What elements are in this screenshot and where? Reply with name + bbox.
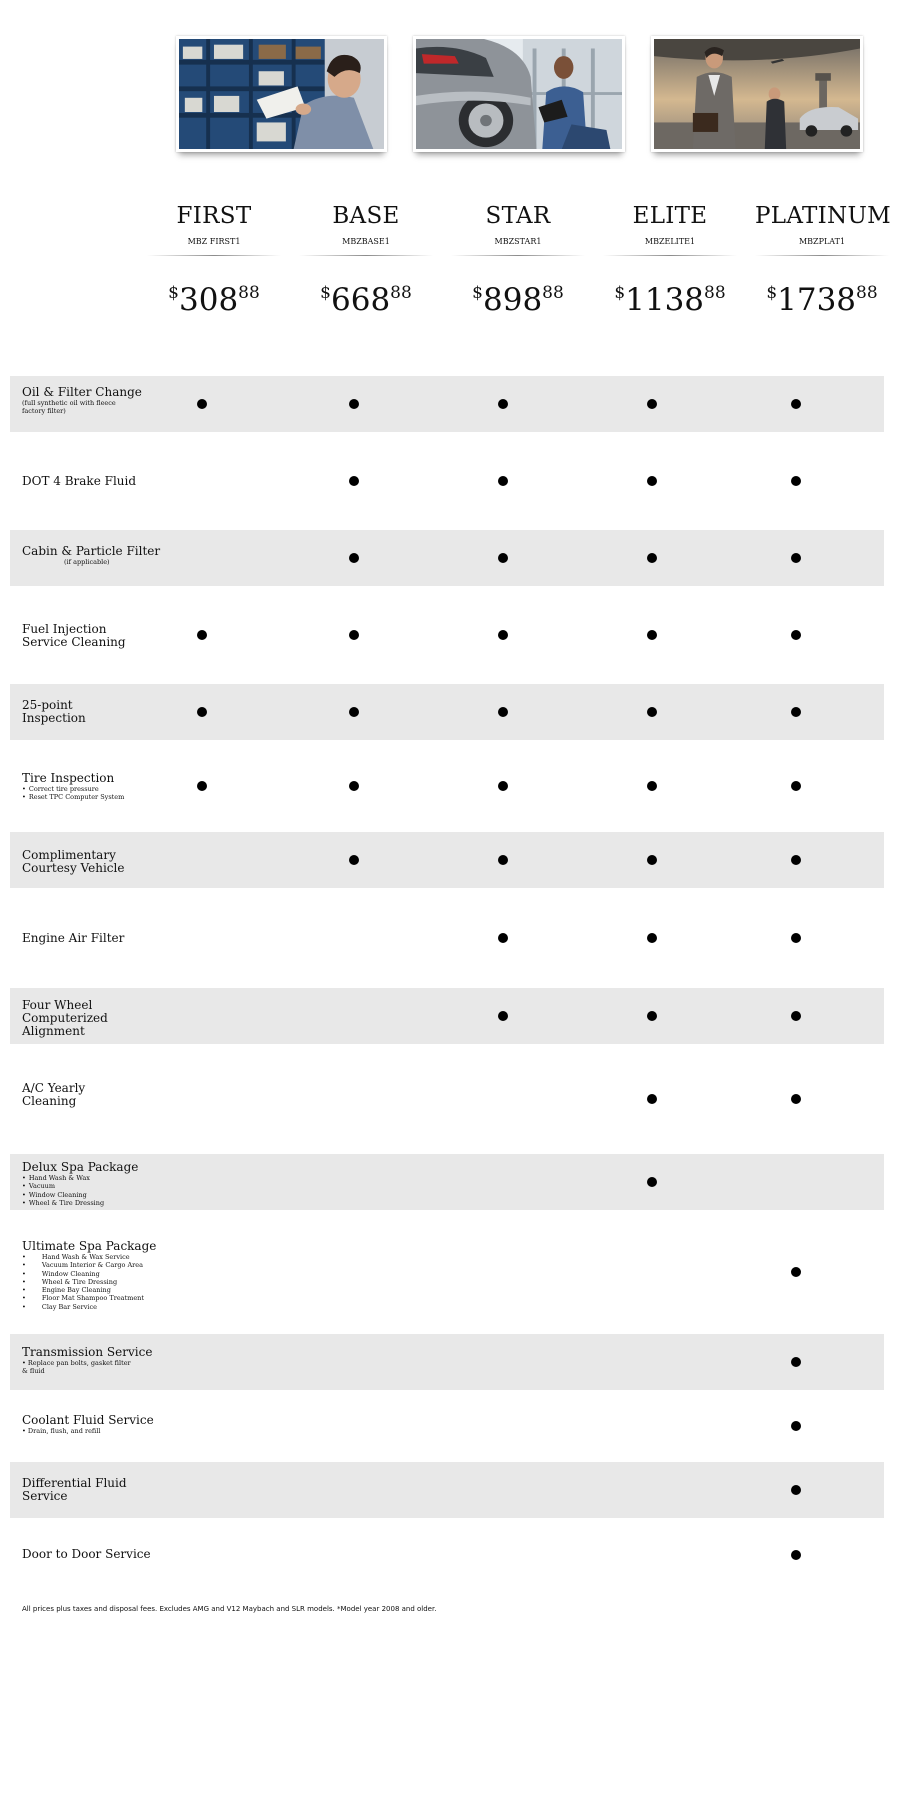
price-currency: $ (766, 283, 778, 303)
plan-price (451, 276, 585, 317)
plan-platinum (755, 202, 889, 317)
feature-row-air-filter (10, 888, 884, 988)
included-dot-base (349, 476, 359, 486)
feature-bullet: • Reset TPC Computer System (22, 793, 172, 801)
included-dot-first (197, 630, 207, 640)
included-dot-base (349, 630, 359, 640)
feature-label (22, 1082, 172, 1108)
included-dot-base (349, 707, 359, 717)
included-dot-platinum (791, 707, 801, 717)
plan-price (603, 276, 737, 317)
included-dot-platinum (791, 1485, 801, 1495)
feature-title: Ultimate Spa Package (22, 1239, 157, 1253)
included-dot-platinum (791, 1421, 801, 1431)
included-dot-star (498, 781, 508, 791)
plan-name: PLATINUM (755, 203, 891, 229)
feature-row-ac-cleaning (10, 1044, 884, 1154)
feature-bullets (22, 1253, 172, 1311)
feature-row-coolant (10, 1390, 884, 1462)
feature-bullet: • Vacuum (22, 1182, 172, 1190)
included-dot-first (197, 707, 207, 717)
feature-title-line: Computerized Alignment (22, 1011, 108, 1038)
feature-row-oil-filter (10, 376, 884, 432)
feature-bullets (22, 785, 172, 802)
feature-title: Oil & Filter Change (22, 385, 142, 399)
included-dot-platinum (791, 1550, 801, 1560)
feature-note: • Drain, flush, and refill (22, 1427, 101, 1435)
feature-title: Door to Door Service (22, 1547, 151, 1561)
feature-row-cabin-filter (10, 530, 884, 586)
feature-bullets (22, 1174, 172, 1207)
included-dot-platinum (791, 399, 801, 409)
included-dot-first (197, 781, 207, 791)
feature-title: Tire Inspection (22, 771, 115, 785)
feature-row-courtesy-vehicle (10, 832, 884, 888)
included-dot-platinum (791, 1094, 801, 1104)
plan-price (299, 276, 433, 317)
feature-label (22, 1346, 172, 1375)
feature-label (22, 386, 172, 415)
feature-title: Cabin & Particle Filter (22, 544, 161, 558)
plan-first (147, 202, 281, 317)
included-dot-platinum (791, 630, 801, 640)
included-dot-elite (647, 553, 657, 563)
price-currency: $ (320, 283, 331, 303)
feature-title-line: Fuel Injection (22, 622, 107, 636)
feature-bullet: • Wheel & Tire Dressing (22, 1278, 172, 1286)
feature-label (22, 1548, 172, 1561)
included-dot-elite (647, 855, 657, 865)
plan-code: MBZ FIRST1 (187, 237, 241, 246)
feature-title-line: Inspection (22, 711, 86, 725)
feature-row-brake-fluid (10, 432, 884, 530)
included-dot-platinum (791, 1011, 801, 1021)
feature-title-line: Service (22, 1489, 68, 1503)
feature-note: (full synthetic oil with fleece factory filter) (22, 399, 116, 415)
feature-label (22, 999, 172, 1038)
feature-row-delux-spa (10, 1154, 884, 1210)
feature-bullet: • Window Cleaning (22, 1191, 172, 1199)
plan-divider (755, 255, 889, 256)
plan-divider (603, 255, 737, 256)
feature-title-line: Differential Fluid (22, 1476, 127, 1490)
feature-title: Engine Air Filter (22, 931, 125, 945)
feature-title-line: Service Cleaning (22, 635, 126, 649)
plan-code: MBZELITE1 (644, 237, 696, 246)
included-dot-elite (647, 630, 657, 640)
included-dot-platinum (791, 1267, 801, 1277)
feature-bullet: • Vacuum Interior & Cargo Area (22, 1261, 172, 1269)
feature-row-transmission (10, 1334, 884, 1390)
plan-code: MBZPLAT1 (798, 237, 846, 246)
price-cents: 88 (390, 283, 412, 303)
included-dot-first (197, 399, 207, 409)
feature-title-line: 25-point (22, 698, 73, 712)
included-dot-star (498, 855, 508, 865)
included-dot-elite (647, 707, 657, 717)
included-dot-platinum (791, 553, 801, 563)
price-dollars: 898 (483, 282, 543, 318)
feature-bullet: • Engine Bay Cleaning (22, 1286, 172, 1294)
plan-name: STAR (485, 203, 551, 229)
feature-label (22, 623, 172, 649)
included-dot-star (498, 476, 508, 486)
plan-base (299, 202, 433, 317)
included-dot-base (349, 399, 359, 409)
included-dot-elite (647, 1177, 657, 1187)
feature-label (22, 1414, 172, 1435)
feature-row-ultimate-spa (10, 1210, 884, 1334)
feature-title: Coolant Fluid Service (22, 1413, 154, 1427)
included-dot-base (349, 855, 359, 865)
included-dot-star (498, 553, 508, 563)
included-dot-platinum (791, 476, 801, 486)
parts-specialist-photo (176, 36, 387, 152)
feature-bullet: • Wheel & Tire Dressing (22, 1199, 172, 1207)
feature-row-fuel-injection (10, 586, 884, 684)
included-dot-platinum (791, 781, 801, 791)
price-cents: 88 (856, 283, 878, 303)
plan-name: BASE (332, 203, 400, 229)
feature-label (22, 545, 172, 566)
feature-title-line: Cleaning (22, 1094, 77, 1108)
price-currency: $ (614, 283, 626, 303)
price-dollars: 668 (331, 282, 391, 318)
plan-star (451, 202, 585, 317)
feature-row-alignment (10, 988, 884, 1044)
price-dollars: 308 (179, 282, 239, 318)
feature-label (22, 1477, 172, 1503)
price-cents: 88 (542, 283, 564, 303)
price-dollars: 1738 (777, 282, 857, 318)
included-dot-star (498, 1011, 508, 1021)
included-dot-base (349, 781, 359, 791)
pricing-footnote: All prices plus taxes and disposal fees. Excludes AMG and V12 Maybach and SLR models. *Model year 2008 and older. (22, 1605, 437, 1613)
feature-row-inspection (10, 684, 884, 740)
included-dot-elite (647, 933, 657, 943)
feature-bullet: • Clay Bar Service (22, 1303, 172, 1311)
feature-label (22, 849, 172, 875)
included-dot-elite (647, 781, 657, 791)
plan-elite (603, 202, 737, 317)
included-dot-elite (647, 1094, 657, 1104)
price-currency: $ (472, 283, 483, 303)
feature-title: Transmission Service (22, 1345, 153, 1359)
feature-label (22, 1240, 172, 1311)
feature-label (22, 932, 172, 945)
plan-divider (147, 255, 281, 256)
feature-title-line: Courtesy Vehicle (22, 861, 125, 875)
plan-code: MBZBASE1 (342, 237, 390, 246)
plan-code: MBZSTAR1 (494, 237, 542, 246)
feature-row-door-to-door (10, 1518, 884, 1592)
included-dot-base (349, 553, 359, 563)
feature-title: Delux Spa Package (22, 1160, 139, 1174)
included-dot-platinum (791, 933, 801, 943)
plan-price (755, 276, 889, 317)
included-dot-star (498, 707, 508, 717)
feature-title-line: Four Wheel (22, 998, 93, 1012)
feature-label (22, 1161, 172, 1207)
feature-bullet: • Hand Wash & Wax Service (22, 1253, 172, 1261)
feature-title: DOT 4 Brake Fluid (22, 474, 137, 488)
price-cents: 88 (704, 283, 726, 303)
included-dot-star (498, 399, 508, 409)
feature-row-differential (10, 1462, 884, 1518)
feature-label (22, 475, 172, 488)
feature-bullet: • Floor Mat Shampoo Treatment (22, 1294, 172, 1302)
included-dot-elite (647, 476, 657, 486)
feature-label (22, 699, 172, 725)
feature-note: • Replace pan bolts, gasket filter & fluid (22, 1359, 131, 1375)
plan-name: ELITE (632, 203, 708, 229)
included-dot-elite (647, 1011, 657, 1021)
price-dollars: 1138 (625, 282, 705, 318)
feature-note: (if applicable) (64, 558, 110, 566)
feature-title-line: A/C Yearly (22, 1081, 86, 1095)
price-cents: 88 (238, 283, 260, 303)
feature-bullet: • Correct tire pressure (22, 785, 172, 793)
included-dot-elite (647, 399, 657, 409)
service-advisor-photo (413, 36, 625, 152)
price-currency: $ (168, 283, 179, 303)
included-dot-star (498, 933, 508, 943)
plan-name: FIRST (176, 203, 252, 229)
feature-bullet: • Window Cleaning (22, 1270, 172, 1278)
feature-title-line: Complimentary (22, 848, 116, 862)
feature-label (22, 772, 172, 802)
included-dot-platinum (791, 855, 801, 865)
included-dot-star (498, 630, 508, 640)
plan-divider (451, 255, 585, 256)
included-dot-platinum (791, 1357, 801, 1367)
feature-bullet: • Hand Wash & Wax (22, 1174, 172, 1182)
feature-row-tire-inspection (10, 740, 884, 832)
plan-divider (299, 255, 433, 256)
plan-price (147, 276, 281, 317)
airport-traveler-photo (651, 36, 863, 152)
